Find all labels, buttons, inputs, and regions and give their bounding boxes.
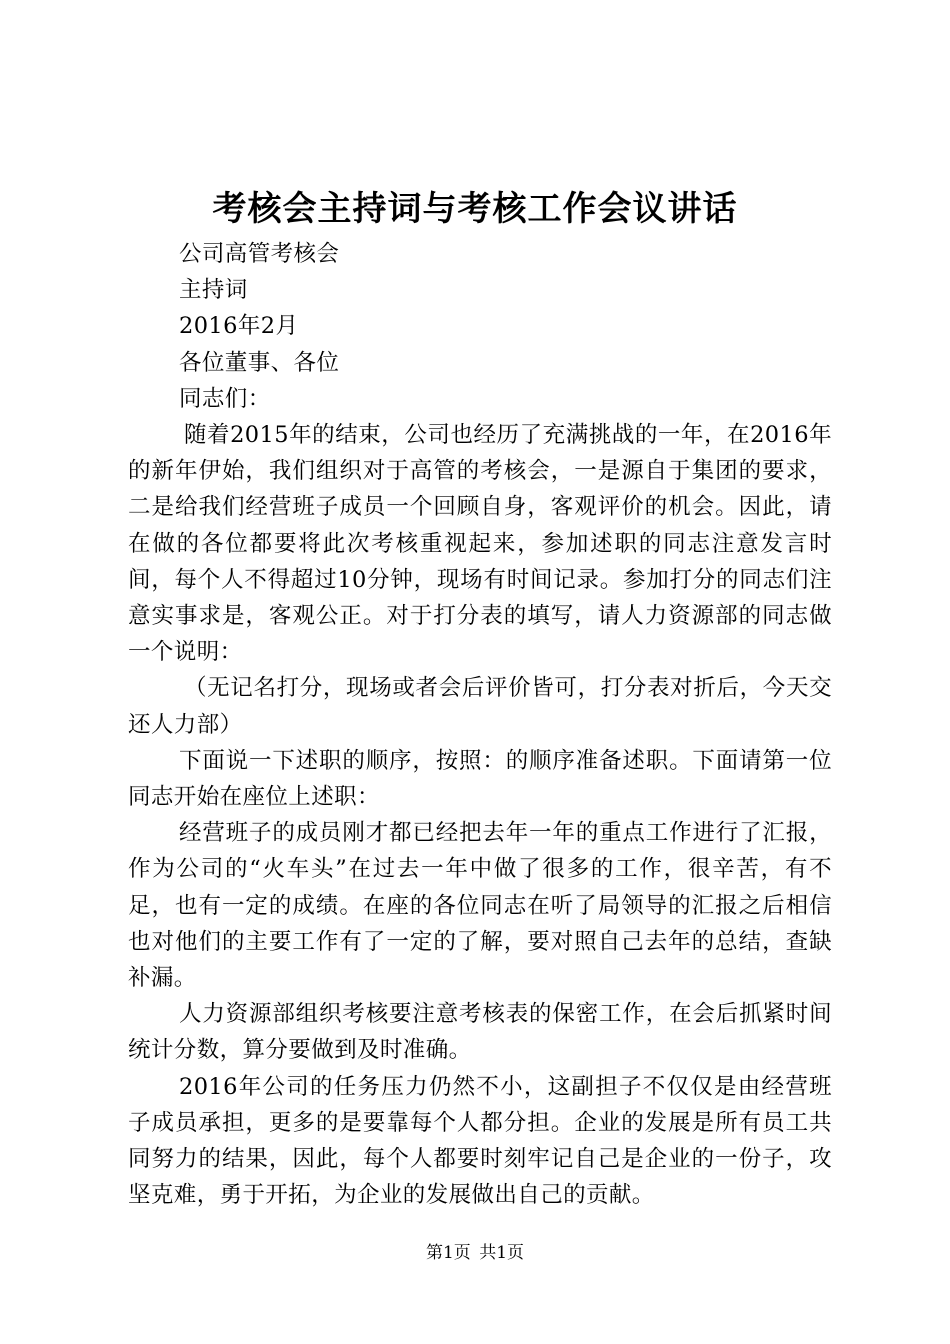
paragraph-hr-confidentiality: 人力资源部组织考核要注意考核表的保密工作，在会后抓紧时间统计分数，算分要做到及时准确。: [128, 1001, 832, 1064]
salutation-line-2: 同志们：: [179, 385, 271, 412]
document-title: 考核会主持词与考核工作会议讲话: [212, 189, 738, 229]
header-line-type: 主持词: [179, 277, 248, 304]
header-line-meeting: 公司高管考核会: [179, 241, 340, 267]
paragraph-closing: 2016年公司的任务压力仍然不小，这副担子不仅仅是由经营班子成员承担，更多的是要靠每个人都分担。企业的发展是所有员工共同努力的结果，因此，每个人都要时刻牢记自己是企业的一份子，攻坚克难，勇于开拓，为企业的发展做出自己的贡献。: [128, 1073, 832, 1209]
paragraph-scoring-note: （无记名打分，现场或者会后评价皆可，打分表对折后，今天交还人力部）: [128, 675, 832, 738]
paragraph-opening: 随着2015年的结束，公司也经历了充满挑战的一年，在2016年的新年伊始，我们组织对于高管的考核会，一是源自于集团的要求，二是给我们经营班子成员一个回顾自身，客观评价的机会。因此，请在做的各位都要将此次考核重视起来，参加述职的同志注意发言时间，每个人不得超过10分钟，现场有时间记录。参加打分的同志们注意实事求是，客观公正。对于打分表的填写，请人力资源部的同志做一个说明：: [128, 422, 832, 666]
paragraph-summary: 经营班子的成员刚才都已经把去年一年的重点工作进行了汇报，作为公司的“火车头”在过去一年中做了很多的工作，很辛苦，有不足，也有一定的成绩。在座的各位同志在听了局领导的汇报之后相信也对他们的主要工作有了一定的了解，要对照自己去年的总结，查缺补漏。: [128, 820, 832, 992]
salutation-line-1: 各位董事、各位: [179, 349, 340, 376]
paragraph-report-order: 下面说一下述职的顺序，按照：的顺序准备述职。下面请第一位同志开始在座位上述职：: [128, 747, 832, 811]
header-line-date: 2016年2月: [179, 313, 299, 340]
document-body: [128, 236, 832, 1213]
page-footer: 第1页 共1页: [425, 1243, 525, 1263]
